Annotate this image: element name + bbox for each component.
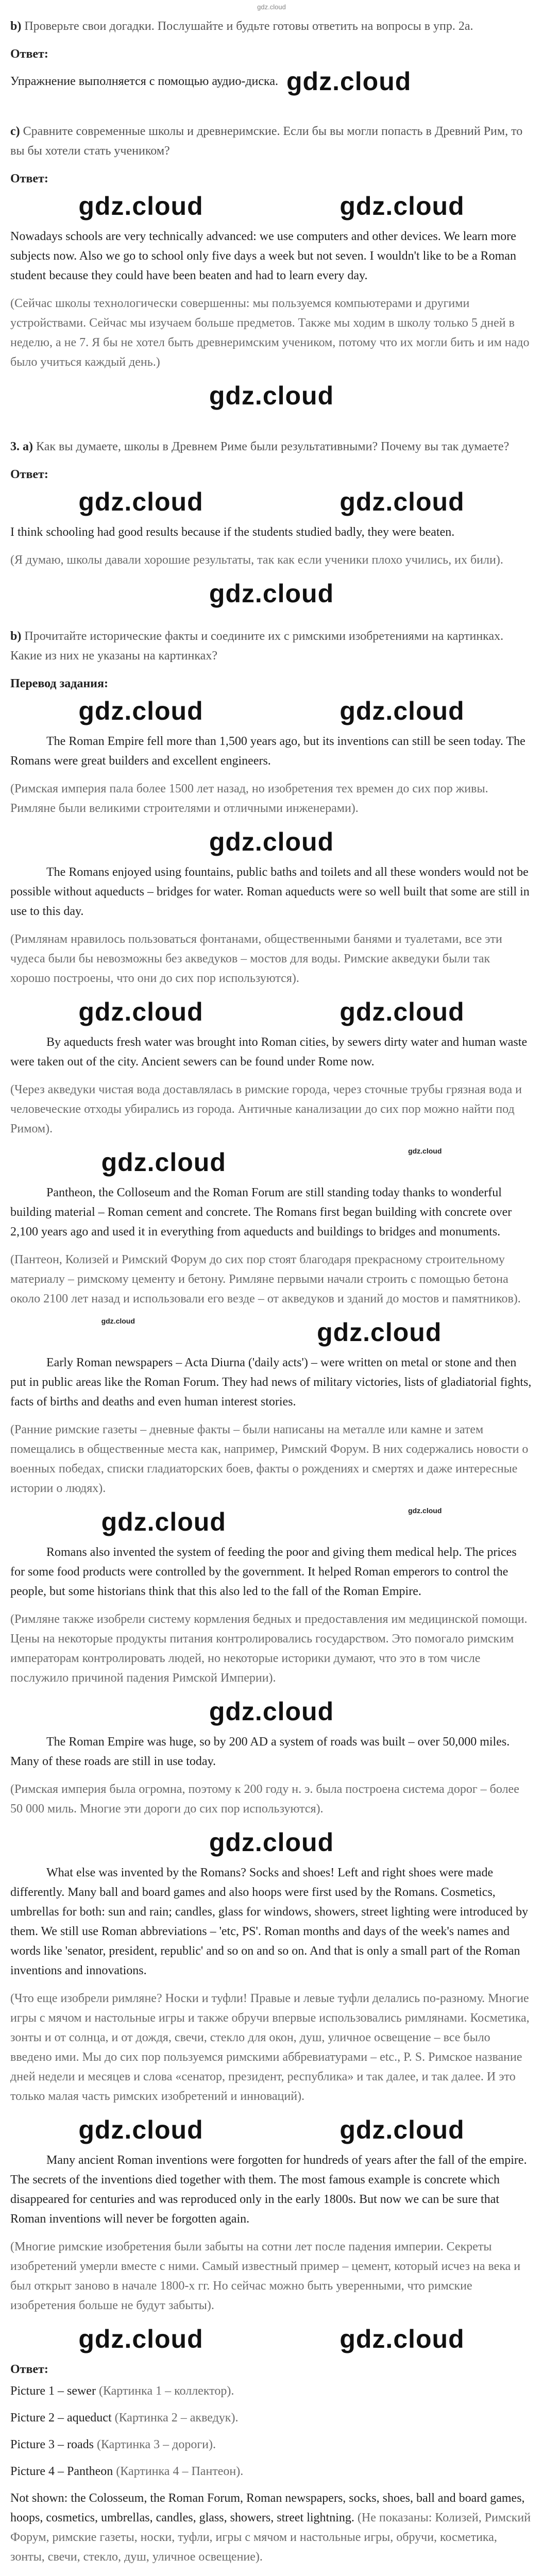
paragraph-ru: (Через акведуки чистая вода доставлялась в римские города, через сточные трубы грязная вода и человеческие отходы убирались из города. Античные канализации до сих пор можно найти под Римом). xyxy=(10,1083,522,1136)
paragraph-en: The Roman Empire fell more than 1,500 years ago, but its inventions can still be seen today. The Romans were great builders and excellent engineers. xyxy=(10,735,525,768)
watermark: gdz.cloud xyxy=(340,997,465,1026)
task-3a-number: 3. a) xyxy=(10,440,33,453)
section-b2 xyxy=(10,626,533,2567)
answer-item xyxy=(10,2381,533,2401)
paragraph-ru: (Римская империя пала более 1500 лет назад, но изобретения тех времен до сих пор живы. Римляне были великими строителями и отличными инженерами). xyxy=(10,782,488,815)
answer-item-en: Picture 2 – aqueduct xyxy=(10,2411,112,2425)
watermark: gdz.cloud xyxy=(78,487,203,516)
answer-c-en: Nowadays schools are very technically advanced: we use computers and other devices. We learn more subjects now. Also we go to school only five days a week but not seven. I wouldn't like to be a Roman student because they could have been beaten and had to learn every day. xyxy=(10,230,516,282)
paragraph-en: The Romans enjoyed using fountains, public baths and toilets and all these wonders would not be possible without aqueducts – bridges for water. Roman aqueducts were so well built that some are still in use to this day. xyxy=(10,866,530,918)
watermark: gdz.cloud xyxy=(340,192,465,221)
watermark-row xyxy=(10,826,533,857)
top-watermark: gdz.cloud xyxy=(257,3,286,11)
watermark-small: gdz.cloud xyxy=(408,1506,442,1515)
watermark-row xyxy=(10,996,533,1027)
watermark: gdz.cloud xyxy=(209,1828,334,1857)
watermark: gdz.cloud xyxy=(78,697,203,725)
paragraph-en: Early Roman newspapers – Acta Diurna ('daily acts') – were written on metal or stone and then put in public areas like the Roman Forum. They had news of military victories, lists of gladiatorial fights, facts of births and deaths and even human interest stories. xyxy=(10,1356,532,1409)
watermark: gdz.cloud xyxy=(209,579,334,608)
answer-c-ru: (Сейчас школы технологически совершенны: мы пользуемся компьютерами и другими устройствами. Сейчас мы изучаем больше предметов. Также мы ходим в школу только 5 дней в неделю, а не 7. Я бы не хотел быть древнеримским учеником, потому что их могли бить и им надо было учиться каждый день.) xyxy=(10,297,530,369)
task-3a-text: Как вы думаете, школы в Древнем Риме были результативными? Почему вы так думаете? xyxy=(36,440,510,453)
task-c-text: Сравните современные школы и древнеримские. Если бы вы могли попасть в Древний Рим, то вы бы хотели стать учеником? xyxy=(10,125,523,158)
paragraph-en: Pantheon, the Colloseum and the Roman Forum are still standing today thanks to wonderful building material – Roman cement and concrete. The Romans first began building with concrete over 2,100 years ago and used it in everything from aqueducts and buildings to bridges and monuments. xyxy=(10,1186,512,1239)
watermark-row xyxy=(10,2324,533,2354)
task-b1-letter: b) xyxy=(10,20,22,33)
paragraph-ru: (Римлянам нравилось пользоваться фонтанами, общественными банями и туалетами, все эти чудеса были бы невозможны без акведуков – мостов для воды. Римские акведуки были так хорошо построены, что они до сих пор используются). xyxy=(10,933,502,985)
watermark-row xyxy=(10,380,533,411)
paragraph-ru: (Что еще изобрели римляне? Носки и туфли! Правые и левые туфли делались по-разному. Многие игры с мячом и настольные игры и также обручи впервые использовались римлянами. Косметика, зонты и от солнца, и от дождя, свечи, стекло для окон, душ, уличное освещение – все было введено ими. Мы до сих пор пользуемся римскими аббревиатурами – etc., P. S. Римское название дней недели и месяцев и слова «сенатор, президент, республика» и так далее, и так далее. И это только малая часть римских изобретений и инноваций). xyxy=(10,1992,530,2103)
watermark-small: gdz.cloud xyxy=(408,1147,442,1155)
paragraph-ru: (Римляне также изобрели систему кормления бедных и предоставления им медицинской помощи. Цены на некоторые продукты питания контролировались государством. Это помогало римским императорам контролировать людей, но некоторые историки думают, что это в том числе послужило причиной падения Римской Империи). xyxy=(10,1613,528,1685)
watermark-row xyxy=(10,1827,533,1858)
answer-item-en: Picture 1 – sewer xyxy=(10,2384,96,2398)
watermark-small: gdz.cloud xyxy=(101,1317,135,1325)
watermark: gdz.cloud xyxy=(286,67,412,96)
answer-item-ru: (Картинка 3 – дороги). xyxy=(96,2438,216,2451)
watermark-row xyxy=(10,578,533,609)
answer-item-ru: (Картинка 1 – коллектор). xyxy=(98,2384,234,2398)
watermark-row xyxy=(10,1696,533,1727)
answer-b1-text: Упражнение выполняется с помощью аудио-диска. xyxy=(10,75,278,88)
answer-item-ru: (Картинка 2 – акведук). xyxy=(114,2411,239,2425)
answer-item xyxy=(10,2435,533,2454)
answer-item-ru: (Картинка 4 – Пантеон). xyxy=(116,2465,244,2478)
paragraph-en: The Roman Empire was huge, so by 200 AD a system of roads was built – over 50,000 miles. Many of these roads are still in use today. xyxy=(10,1735,510,1768)
task-c xyxy=(10,122,533,161)
answer-b1-row xyxy=(10,66,533,97)
answer-label-c: Ответ: xyxy=(10,172,48,185)
answer-3a-en: I think schooling had good results because if the students studied badly, they were beaten. xyxy=(10,526,455,539)
not-shown-ru: (Не показаны: Колизей, Римский Форум, римские газеты, носки, туфли, игры с мячом и настольные игры, обручи, косметика, зонты, свечи, стекло, душ, уличное освещение). xyxy=(10,2511,531,2564)
watermark-row xyxy=(10,1317,533,1348)
task-b1 xyxy=(10,16,533,36)
answer-label-b2: Ответ: xyxy=(10,2363,48,2376)
watermark: gdz.cloud xyxy=(209,1697,334,1726)
watermark: gdz.cloud xyxy=(340,2325,465,2353)
watermark: gdz.cloud xyxy=(78,2115,203,2144)
watermark-row xyxy=(10,1147,533,1178)
watermark: gdz.cloud xyxy=(209,381,334,410)
watermark-row xyxy=(10,191,533,222)
answer-3a-ru: (Я думаю, школы давали хорошие результаты, так как если ученики плохо учились, их били). xyxy=(10,553,503,567)
watermark-row xyxy=(10,2114,533,2145)
paragraph-ru: (Пантеон, Колизей и Римский Форум до сих пор стоят благодаря прекрасному строительному материалу – римскому цементу и бетону. Римляне первыми начали строить с помощью бетона около 2100 лет назад и использовали его везде – от акведуков и зданий до мостов и памятников). xyxy=(10,1253,521,1306)
task-b2-letter: b) xyxy=(10,630,22,643)
watermark: gdz.cloud xyxy=(78,997,203,1026)
answer-item xyxy=(10,2462,533,2481)
task-c-letter: c) xyxy=(10,125,20,138)
watermark: gdz.cloud xyxy=(101,1507,226,1536)
task-3a xyxy=(10,437,533,456)
paragraph-en: By aqueducts fresh water was brought into Roman cities, by sewers dirty water and human waste were taken out of the city. Ancient sewers can be found under Rome now. xyxy=(10,1036,528,1069)
answer-item-en: Picture 4 – Pantheon xyxy=(10,2465,113,2478)
paragraph-ru: (Многие римские изобретения были забыты на сотни лет после падения империи. Секреты изобретений умерли вместе с ними. Самый известный пример – цемент, который исчез на века и был открыт заново в начале 1800-х гг. Но сейчас можно быть уверенными, что римские изобретения больше не будут забыты). xyxy=(10,2240,521,2312)
watermark: gdz.cloud xyxy=(209,827,334,856)
not-shown-en: Not shown: the Colosseum, the Roman Forum, Roman newspapers, socks, shoes, ball and board games, hoops, cosmetics, umbrellas, candles, glass, showers, street lightning. xyxy=(10,2492,525,2524)
paragraph-en: Romans also invented the system of feeding the poor and giving them medical help. The prices for some food products were controlled by the government. It helped Roman emperors to control the people, but some historians think that this also led to the fall of the Roman Empire. xyxy=(10,1546,517,1598)
section-3a xyxy=(10,437,533,609)
answer-label-b1: Ответ: xyxy=(10,47,48,61)
watermark: gdz.cloud xyxy=(340,697,465,725)
paragraph-ru: (Ранние римские газеты – дневные факты – были написаны на металле или камне и затем помещались в общественные места как, например, Римский Форум. В них содержались новости о военных победах, списки гладиаторских боев, факты о рождениях и смертях и даже интересные истории о людях). xyxy=(10,1423,529,1495)
paragraph-en: What else was invented by the Romans? Socks and shoes! Left and right shoes were made differently. Many ball and board games and also hoops were first used by the Romans. Cosmetics, umbrellas for both: sun and rain; candles, glass for windows, showers, street lighting were introduced by them. We still use Roman abbreviations – 'etc, PS'. Roman months and days of the week's names and words like 'senator, president, republic' and so on and so on. And that is only a small part of the Roman inventions and innovations. xyxy=(10,1866,529,1977)
paragraph-en: Many ancient Roman inventions were forgotten for hundreds of years after the fall of the empire. The secrets of the inventions died together with them. The most famous example is concrete which disappeared for centuries and was reproduced only in the early 1800s. But now we can be sure that Roman inventions will never be forgotten again. xyxy=(10,2154,527,2226)
task-b2 xyxy=(10,626,533,666)
document-page xyxy=(10,0,533,2575)
translation-label: Перевод задания: xyxy=(10,677,108,690)
section-b1 xyxy=(10,16,533,97)
answer-item xyxy=(10,2408,533,2428)
watermark-row xyxy=(10,1506,533,1537)
watermark-row xyxy=(10,696,533,726)
watermark: gdz.cloud xyxy=(101,1148,226,1177)
watermark-row xyxy=(10,486,533,517)
task-b2-text: Прочитайте исторические факты и соедините их с римскими изобретениями на картинках. Какие из них не указаны на картинках? xyxy=(10,630,504,663)
watermark: gdz.cloud xyxy=(78,192,203,221)
watermark: gdz.cloud xyxy=(317,1318,442,1347)
not-shown-text xyxy=(10,2488,533,2567)
task-b1-text: Проверьте свои догадки. Послушайте и будьте готовы ответить на вопросы в упр. 2a. xyxy=(24,20,473,33)
watermark: gdz.cloud xyxy=(340,2115,465,2144)
answer-label-3a: Ответ: xyxy=(10,468,48,481)
watermark: gdz.cloud xyxy=(340,487,465,516)
paragraph-ru: (Римская империя была огромна, поэтому к 200 году н. э. была построена система дорог – более 50 000 миль. Многие эти дороги до сих пор используются). xyxy=(10,1783,519,1816)
answer-item-en: Picture 3 – roads xyxy=(10,2438,94,2451)
section-c xyxy=(10,122,533,411)
watermark: gdz.cloud xyxy=(78,2325,203,2353)
